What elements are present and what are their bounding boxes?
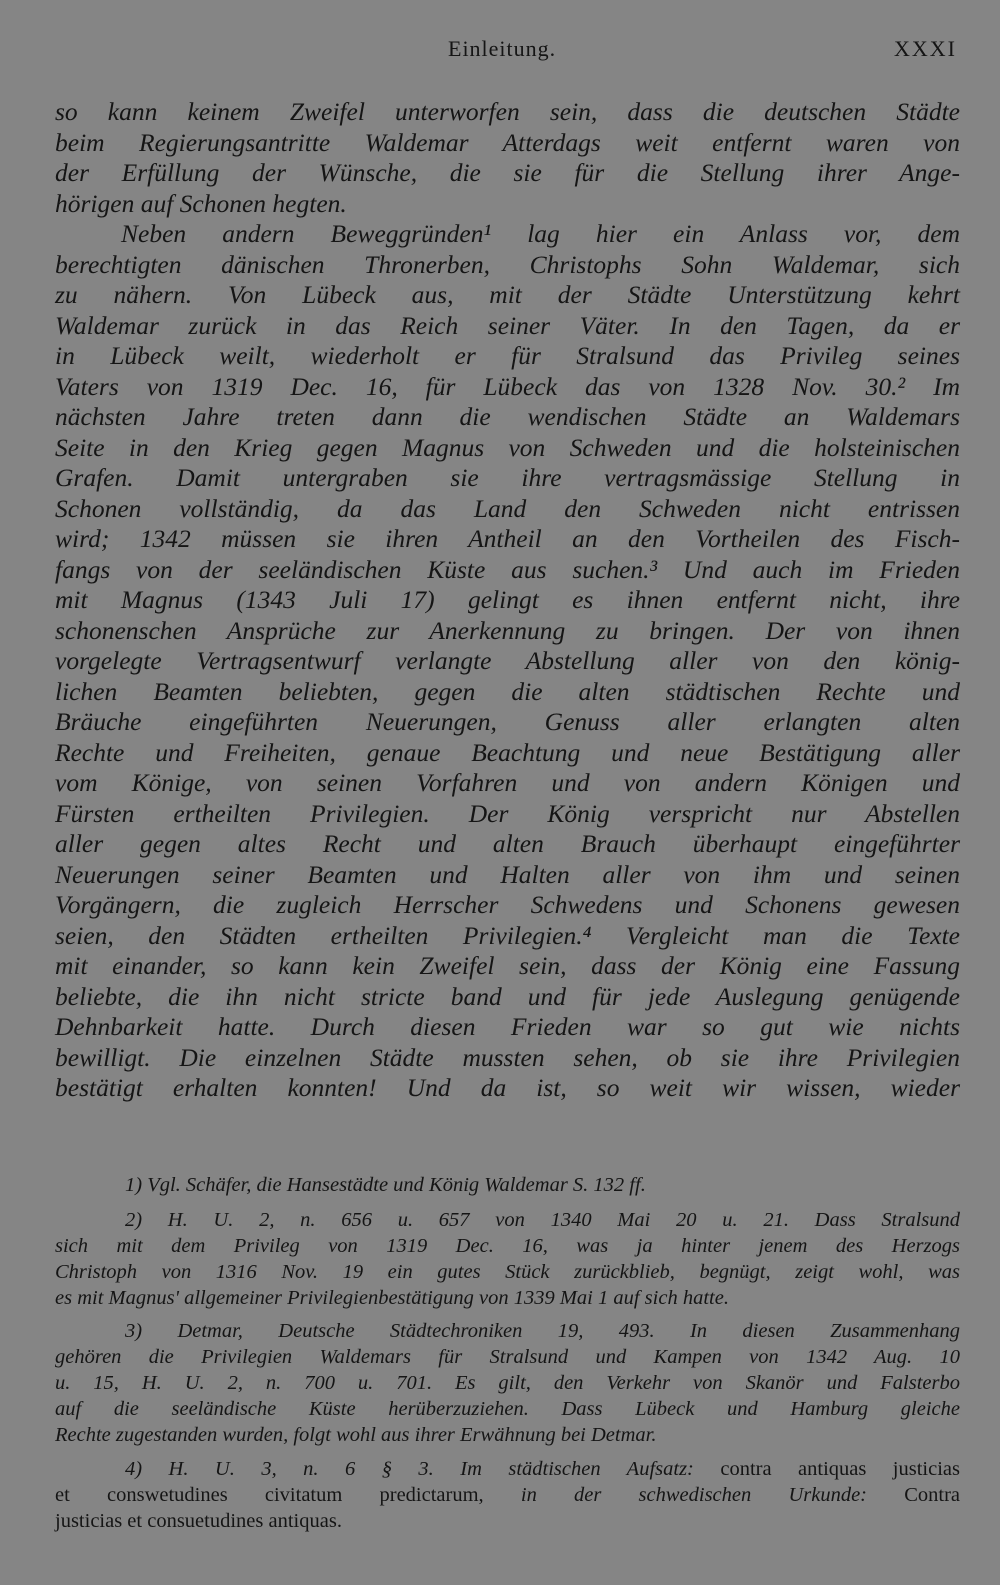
running-header bbox=[55, 36, 957, 68]
main-text bbox=[55, 97, 960, 1104]
text-line: aller gegen altes Recht und alten Brauch überhaupt eingeführter bbox=[55, 829, 960, 858]
footnote-latin: et conswetudines civitatum predictarum, bbox=[55, 1484, 484, 1506]
text-line: Vaters von 1319 Dec. 16, für Lübeck das von 1328 Nov. 30.² Im bbox=[55, 371, 960, 401]
text-line: bestätigt erhalten konnten! Und da ist, so weit wir wissen, wieder bbox=[55, 1073, 960, 1102]
text-line: fangs von der seeländischen Küste aus suchen.³ Und auch im Frieden bbox=[55, 554, 960, 584]
footnote-line: u. 15, H. U. 2, n. 700 u. 701. Es gilt, den Verkehr von Skanör und Falsterbo bbox=[55, 1372, 960, 1394]
footnote-line: justicias et consuetudines antiquas. bbox=[55, 1510, 342, 1532]
text-line: so kann keinem Zweifel unterworfen sein, dass die deutschen Städte bbox=[55, 97, 960, 126]
footnote-line: 1) Vgl. Schäfer, die Hansestädte und König Waldemar S. 132 ff. bbox=[125, 1174, 646, 1196]
footnote-2 bbox=[55, 1207, 960, 1311]
text-line: wird; 1342 müssen sie ihren Antheil an den Vortheilen des Fisch- bbox=[55, 524, 960, 553]
footnote-latin: contra antiquas justicias bbox=[720, 1458, 960, 1480]
text-line: Bräuche eingeführten Neuerungen, Genuss aller erlangten alten bbox=[55, 707, 960, 736]
text-line: Grafen. Damit untergraben sie ihre vertragsmässige Stellung in bbox=[55, 463, 960, 492]
text-line: Waldemar zurück in das Reich seiner Väter. In den Tagen, da er bbox=[55, 310, 960, 340]
footnote-line: gehören die Privilegien Waldemars für Stralsund und Kampen von 1342 Aug. 10 bbox=[55, 1346, 960, 1368]
text-line: Seite in den Krieg gegen Magnus von Schweden und die holsteinischen bbox=[55, 432, 960, 462]
footnote-1 bbox=[55, 1172, 960, 1198]
text-line: seien, den Städten ertheilten Privilegien.⁴ Vergleicht man die Texte bbox=[55, 920, 960, 950]
header-title: Einleitung. bbox=[448, 36, 557, 61]
footnote-line: sich mit dem Privileg von 1319 Dec. 16, was ja hinter jenem des Herzogs bbox=[55, 1235, 960, 1257]
text-line: beim Regierungsantritte Waldemar Atterdags weit entfernt waren von bbox=[55, 127, 960, 157]
text-line: Dehnbarkeit hatte. Durch diesen Frieden war so gut wie nichts bbox=[55, 1012, 960, 1041]
text-line: vorgelegte Vertragsentwurf verlangte Abstellung aller von den könig- bbox=[55, 646, 960, 675]
footnote-line bbox=[55, 1456, 960, 1482]
text-line: nächsten Jahre treten dann die wendischen Städte an Waldemars bbox=[55, 402, 960, 431]
footnote-line: auf die seeländische Küste herüberzuziehen. Dass Lübeck und Hamburg gleiche bbox=[55, 1398, 960, 1420]
page-number: XXXI bbox=[894, 36, 957, 61]
text-line: Vorgängern, die zugleich Herrscher Schwedens und Schonens gewesen bbox=[55, 890, 960, 919]
text-line: Fürsten ertheilten Privilegien. Der König verspricht nur Abstellen bbox=[55, 798, 960, 828]
text-line: Rechte und Freiheiten, genaue Beachtung und neue Bestätigung aller bbox=[55, 737, 960, 767]
text-line: hörigen auf Schonen hegten. bbox=[55, 188, 347, 218]
text-line: mit Magnus (1343 Juli 17) gelingt es ihnen entfernt nicht, ihre bbox=[55, 585, 960, 614]
text-line: berechtigten dänischen Thronerben, Christophs Sohn Waldemar, sich bbox=[55, 249, 960, 279]
text-line: in Lübeck weilt, wiederholt er für Stralsund das Privileg seines bbox=[55, 341, 960, 370]
footnote-line: 3) Detmar, Deutsche Städtechroniken 19, 493. In diesen Zusammenhang bbox=[125, 1320, 960, 1342]
text-line: Neben andern Beweggründen¹ lag hier ein Anlass vor, dem bbox=[121, 219, 960, 248]
footnote-italic: in der schwedischen Urkunde: bbox=[520, 1484, 868, 1506]
text-line: schonenschen Ansprüche zur Anerkennung zu bringen. Der von ihnen bbox=[55, 615, 960, 645]
text-line: zu nähern. Von Lübeck aus, mit der Städte Unterstützung kehrt bbox=[55, 280, 960, 309]
footnote-line bbox=[55, 1482, 960, 1508]
text-line: Neuerungen seiner Beamten und Halten aller von ihm und seinen bbox=[55, 859, 960, 889]
text-line: der Erfüllung der Wünsche, die sie für die Stellung ihrer Ange- bbox=[55, 158, 960, 187]
footnote-3 bbox=[55, 1318, 960, 1448]
text-line: vom Könige, von seinen Vorfahren und von andern Königen und bbox=[55, 768, 960, 797]
footnote-4 bbox=[55, 1456, 960, 1534]
text-line: bewilligt. Die einzelnen Städte mussten sehen, ob sie ihre Privilegien bbox=[55, 1042, 960, 1072]
footnote-line: es mit Magnus' allgemeiner Privilegienbestätigung von 1339 Mai 1 auf sich hatte. bbox=[55, 1287, 729, 1309]
footnote-line: Rechte zugestanden wurden, folgt wohl aus ihrer Erwähnung bei Detmar. bbox=[55, 1424, 657, 1446]
footnote-italic: 4) H. U. 3, n. 6 § 3. Im städtischen Aufsatz: bbox=[125, 1458, 694, 1480]
footnote-latin: Contra bbox=[904, 1484, 961, 1506]
text-line: Schonen vollständig, da das Land den Schweden nicht entrissen bbox=[55, 493, 960, 523]
footnote-line: Christoph von 1316 Nov. 19 ein gutes Stück zurückblieb, begnügt, zeigt wohl, was bbox=[55, 1261, 960, 1283]
text-line: beliebte, die ihn nicht stricte band und für jede Auslegung genügende bbox=[55, 981, 960, 1011]
text-line: lichen Beamten beliebten, gegen die alten städtischen Rechte und bbox=[55, 676, 960, 706]
footnote-line: 2) H. U. 2, n. 656 u. 657 von 1340 Mai 20 u. 21. Dass Stralsund bbox=[125, 1209, 960, 1231]
text-line: mit einander, so kann kein Zweifel sein, dass der König eine Fassung bbox=[55, 951, 960, 980]
